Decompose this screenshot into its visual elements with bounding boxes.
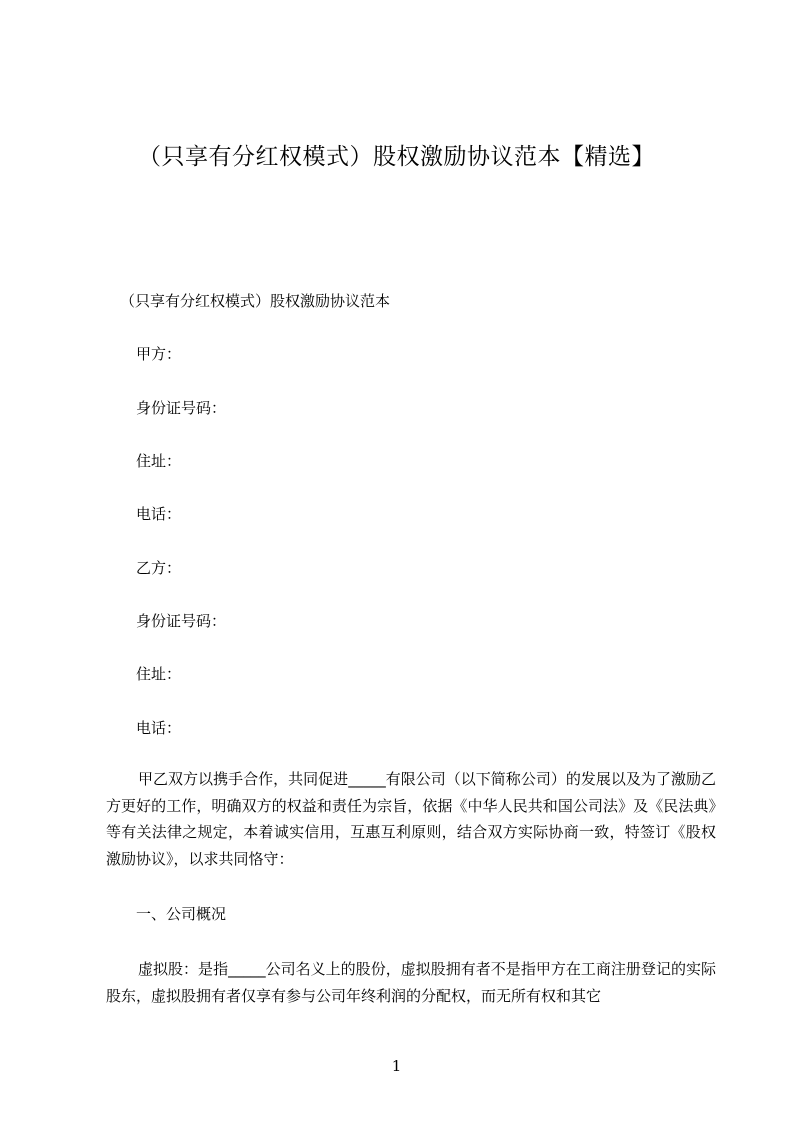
section-1-paragraph: 虚拟股：是指_____公司名义上的股份，虚拟股拥有者不是指甲方在工商注册登记的实际股东，虚拟股拥有者仅享有参与公司年终利润的分配权，而无所有权和其它 bbox=[106, 960, 716, 1005]
party-b-phone-label: 电话： bbox=[136, 719, 182, 737]
document-subtitle: （只享有分红权模式）股权激励协议范本 bbox=[120, 292, 391, 310]
party-a-address-label: 住址： bbox=[136, 452, 182, 470]
party-b-label: 乙方： bbox=[136, 559, 182, 577]
section-1-heading: 一、公司概况 bbox=[136, 905, 227, 923]
page-number: 1 bbox=[391, 1057, 402, 1075]
party-a-id-label: 身份证号码： bbox=[136, 399, 227, 417]
party-b-id-label: 身份证号码： bbox=[136, 612, 227, 630]
document-title: （只享有分红权模式）股权激励协议范本【精选】 bbox=[138, 144, 655, 170]
party-a-phone-label: 电话： bbox=[136, 505, 182, 523]
party-a-label: 甲方： bbox=[136, 345, 182, 363]
party-b-address-label: 住址： bbox=[136, 665, 182, 683]
intro-paragraph: 甲乙双方以携手合作，共同促进_____有限公司（以下简称公司）的发展以及为了激励乙方更好的工作，明确双方的权益和责任为宗旨，依据《中华人民共和国公司法》及《民法典》等有关法律之规定，本着诚实信用，互惠互利原则，结合双方实际协商一致，特签订《股权激励协议》，以求共同恪守： bbox=[106, 770, 716, 868]
